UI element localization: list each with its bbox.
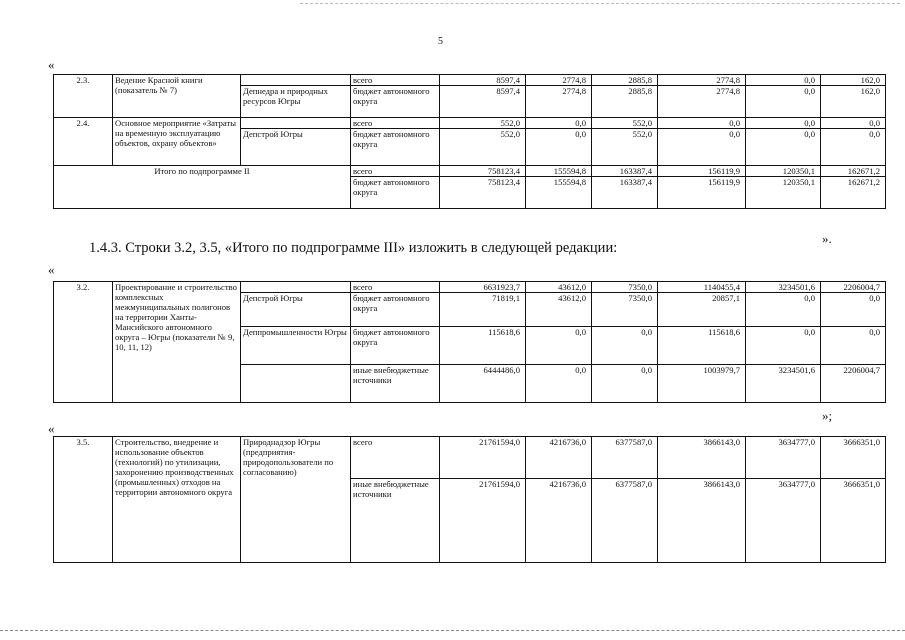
row-number: 3.5.	[54, 437, 113, 563]
value-cell: 1003979,7	[658, 365, 746, 403]
section-heading: 1.4.3. Строки 3.2, 3.5, «Итого по подпрограмме III» изложить в следующей редакции:	[89, 240, 618, 256]
value-cell: 155594,8	[526, 166, 592, 177]
value-cell: 163387,4	[592, 177, 658, 209]
value-cell: 0,0	[526, 365, 592, 403]
value-cell: 162,0	[821, 86, 886, 118]
row-number: 3.2.	[54, 282, 113, 403]
activity-name: Ведение Красной книги (показатель № 7)	[113, 75, 241, 118]
executor-cell	[241, 118, 351, 129]
table-subprogram-2	[53, 74, 886, 209]
value-cell: 552,0	[440, 129, 526, 166]
value-cell: 8597,4	[440, 75, 526, 86]
executor-cell: Депстрой Югры	[241, 129, 351, 166]
value-cell: 0,0	[746, 75, 821, 86]
funding-source: всего	[351, 75, 440, 86]
executor-cell	[241, 365, 351, 403]
value-cell: 0,0	[746, 129, 821, 166]
value-cell: 7350,0	[592, 293, 658, 327]
value-cell: 3634777,0	[746, 437, 821, 479]
value-cell: 156119,9	[658, 177, 746, 209]
table-row	[54, 118, 886, 129]
table-row	[54, 75, 886, 86]
value-cell: 3234501,6	[746, 365, 821, 403]
value-cell: 552,0	[440, 118, 526, 129]
executor-cell	[241, 75, 351, 86]
value-cell: 2774,8	[526, 86, 592, 118]
page-number: 5	[438, 36, 443, 47]
executor-cell: Депстрой Югры	[241, 293, 351, 327]
value-cell: 2774,8	[526, 75, 592, 86]
value-cell: 758123,4	[440, 177, 526, 209]
value-cell: 7350,0	[592, 282, 658, 293]
value-cell: 162,0	[821, 75, 886, 86]
value-cell: 162671,2	[821, 177, 886, 209]
table-row-3-5	[53, 436, 886, 563]
value-cell: 0,0	[821, 293, 886, 327]
value-cell: 43612,0	[526, 282, 592, 293]
open-quote-1: «	[48, 57, 55, 72]
funding-source: всего	[351, 118, 440, 129]
executor-cell: Природнадзор Югры (предприятия-природопользователи по согласованию)	[241, 437, 351, 563]
value-cell: 1140455,4	[658, 282, 746, 293]
funding-source: бюджет автономного округа	[351, 86, 440, 118]
row-number: 2.4.	[54, 118, 113, 166]
value-cell: 2885,8	[592, 86, 658, 118]
open-quote-3: «	[48, 421, 55, 436]
value-cell: 2206004,7	[821, 365, 886, 403]
value-cell: 163387,4	[592, 166, 658, 177]
value-cell: 8597,4	[440, 86, 526, 118]
funding-source: бюджет автономного округа	[351, 293, 440, 327]
value-cell: 3666351,0	[821, 479, 886, 563]
funding-source: бюджет автономного округа	[351, 129, 440, 166]
funding-source: бюджет автономного округа	[351, 327, 440, 365]
value-cell: 115618,6	[440, 327, 526, 365]
value-cell: 0,0	[821, 327, 886, 365]
value-cell: 4216736,0	[526, 437, 592, 479]
value-cell: 0,0	[746, 118, 821, 129]
value-cell: 115618,6	[658, 327, 746, 365]
row-number: 2.3.	[54, 75, 113, 118]
value-cell: 0,0	[746, 86, 821, 118]
value-cell: 0,0	[526, 327, 592, 365]
value-cell: 156119,9	[658, 166, 746, 177]
value-cell: 0,0	[526, 118, 592, 129]
executor-cell	[241, 282, 351, 293]
value-cell: 0,0	[746, 293, 821, 327]
value-cell: 0,0	[821, 118, 886, 129]
activity-name: Основное мероприятие «Затраты на временную эксплуатацию объектов, охрану объектов»	[113, 118, 241, 166]
value-cell: 4216736,0	[526, 479, 592, 563]
value-cell: 0,0	[746, 327, 821, 365]
scan-edge-bottom	[0, 630, 905, 631]
value-cell: 0,0	[592, 327, 658, 365]
value-cell: 20857,1	[658, 293, 746, 327]
value-cell: 155594,8	[526, 177, 592, 209]
value-cell: 3866143,0	[658, 479, 746, 563]
table-subprogram-2-body	[54, 75, 886, 209]
value-cell: 2774,8	[658, 75, 746, 86]
value-cell: 21761594,0	[440, 479, 526, 563]
value-cell: 6444486,0	[440, 365, 526, 403]
funding-source: всего	[351, 282, 440, 293]
value-cell: 6377587,0	[592, 479, 658, 563]
value-cell: 6377587,0	[592, 437, 658, 479]
value-cell: 2774,8	[658, 86, 746, 118]
funding-source: иные внебюджетные источники	[351, 365, 440, 403]
value-cell: 71819,1	[440, 293, 526, 327]
table-row	[54, 282, 886, 293]
executor-cell: Деппромышленности Югры	[241, 327, 351, 365]
funding-source: иные внебюджетные источники	[351, 479, 440, 563]
value-cell: 3866143,0	[658, 437, 746, 479]
value-cell: 120350,1	[746, 166, 821, 177]
value-cell: 162671,2	[821, 166, 886, 177]
funding-source: всего	[351, 166, 440, 177]
table-row-total	[54, 166, 886, 177]
value-cell: 2885,8	[592, 75, 658, 86]
value-cell: 43612,0	[526, 293, 592, 327]
value-cell: 0,0	[658, 129, 746, 166]
activity-name: Строительство, внедрение и использование объектов (технологий) по утилизации, захоронению производственных (промышленных) отходов на территории автономного округа	[113, 437, 241, 563]
value-cell: 21761594,0	[440, 437, 526, 479]
total-label: Итого по подпрограмме II	[54, 166, 351, 209]
value-cell: 3666351,0	[821, 437, 886, 479]
value-cell: 758123,4	[440, 166, 526, 177]
activity-name: Проектирование и строительство комплексных межмуниципальных полигонов на территории Ханты-Мансийского автономного округа – Югры (показатели № 9, 10, 11, 12)	[113, 282, 241, 403]
table-row	[54, 437, 886, 479]
close-quote-2: »;	[822, 408, 833, 423]
value-cell: 6631923,7	[440, 282, 526, 293]
value-cell: 552,0	[592, 129, 658, 166]
scan-edge-top	[300, 3, 900, 4]
value-cell: 0,0	[592, 365, 658, 403]
close-quote-1: ».	[822, 231, 832, 246]
open-quote-2: «	[48, 262, 55, 277]
funding-source: бюджет автономного округа	[351, 177, 440, 209]
value-cell: 3234501,6	[746, 282, 821, 293]
value-cell: 0,0	[658, 118, 746, 129]
funding-source: всего	[351, 437, 440, 479]
table-row-3-2	[53, 281, 886, 403]
executor-cell: Депнедра и природных ресурсов Югры	[241, 86, 351, 118]
value-cell: 0,0	[821, 129, 886, 166]
value-cell: 0,0	[526, 129, 592, 166]
value-cell: 3634777,0	[746, 479, 821, 563]
value-cell: 2206004,7	[821, 282, 886, 293]
value-cell: 552,0	[592, 118, 658, 129]
value-cell: 120350,1	[746, 177, 821, 209]
